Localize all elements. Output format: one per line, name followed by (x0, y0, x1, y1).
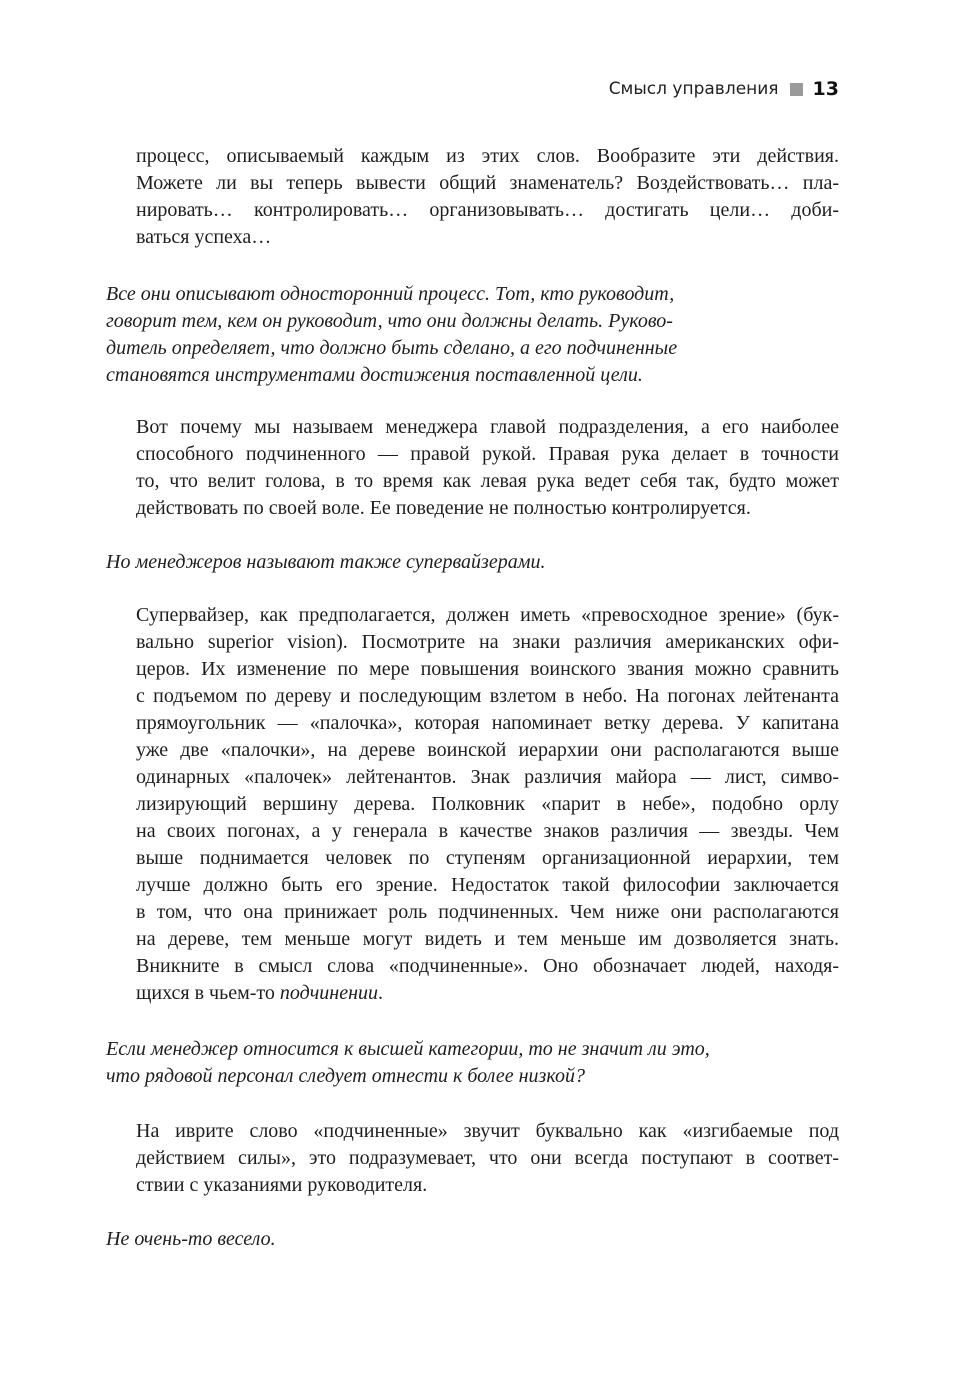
question-paragraph-1 (106, 281, 826, 389)
text-line: Все они описывают односторонний процесс. Тот, кто руководит, (106, 283, 675, 305)
text-line: становятся инструментами достижения поставленной цели. (106, 364, 643, 386)
text-line: с подъемом по дереву и последующим взлетом в небо. На погонах лейтенанта (136, 685, 839, 707)
answer-paragraph-2 (136, 414, 839, 522)
answer-paragraph-3 (136, 602, 839, 1007)
text-line: говорит тем, кем он руководит, что они должны делать. Руково- (106, 310, 673, 332)
text-line: ствии с указаниями руководителя. (136, 1174, 428, 1196)
question-paragraph-2 (106, 549, 826, 576)
text-line: лучше должно быть его зрение. Недостаток такой философии заключается (136, 874, 839, 896)
text-line: то, что велит голова, в то время как левая рука ведет себя так, будто может (136, 470, 839, 492)
running-header (609, 78, 839, 100)
text-line: церов. Их изменение по мере повышения воинского звания можно сравнить (136, 658, 839, 680)
text-line: прямоугольник — «палочка», которая напоминает ветку дерева. У капитана (136, 712, 839, 734)
text-line: лизирующий вершину дерева. Полковник «парит в небе», подобно орлу (136, 793, 839, 815)
text-line: Вникните в смысл слова «подчиненные». Оно обозначает людей, находя- (136, 955, 839, 977)
text-line: дитель определяет, что должно быть сделано, а его подчиненные (106, 337, 678, 359)
text-line: действовать по своей воле. Ее поведение не полностью контролируется. (136, 497, 751, 519)
text-line: вально superior vision). Посмотрите на знаки различия американских офи- (136, 631, 839, 653)
answer-paragraph-4 (136, 1118, 839, 1199)
text-line-last (136, 980, 839, 1007)
text-line: действием силы», это подразумевает, что они всегда поступают в соответ- (136, 1147, 839, 1169)
text-line: в том, что она принижает роль подчиненных. Чем ниже они располагаются (136, 901, 839, 923)
text-line: Можете ли вы теперь вывести общий знаменатель? Воздействовать… пла- (136, 172, 839, 194)
text-line: на своих погонах, а у генерала в качестве знаков различия — звезды. Чем (136, 820, 839, 842)
answer-paragraph-1 (136, 143, 839, 251)
text-line: что рядовой персонал следует отнести к более низкой? (106, 1065, 585, 1087)
emphasized-word: подчинении (279, 982, 379, 1004)
text-line: выше поднимается человек по ступеням организационной иерархии, тем (136, 847, 839, 869)
text-line: на дереве, тем меньше могут видеть и тем меньше им дозволяется знать. (136, 928, 839, 950)
text-line: нировать… контролировать… организовывать… достигать цели… доби- (136, 199, 839, 221)
question-paragraph-4 (106, 1226, 826, 1253)
text-line: Не очень-то весело. (106, 1228, 276, 1250)
text-line: Но менеджеров называют также супервайзерами. (106, 551, 546, 573)
text-line: способного подчиненного — правой рукой. Правая рука делает в точности (136, 443, 839, 465)
page-number: 13 (812, 78, 839, 100)
text-line: процесс, описываемый каждым из этих слов. Вообразите эти действия. (136, 145, 839, 167)
question-paragraph-3 (106, 1036, 826, 1090)
text-line: уже две «палочки», на дереве воинской иерархии они располагаются выше (136, 739, 839, 761)
text-fragment: щихся в чьем-то (136, 982, 280, 1004)
text-line: На иврите слово «подчиненные» звучит буквально как «изгибаемые под (136, 1120, 839, 1142)
separator-square-icon (790, 83, 803, 96)
text-fragment: . (378, 982, 384, 1004)
chapter-title: Смысл управления (608, 79, 779, 99)
text-line: ваться успеха… (136, 226, 272, 248)
text-line: Супервайзер, как предполагается, должен иметь «превосходное зрение» (бук- (136, 604, 839, 626)
text-line: одинарных «палочек» лейтенантов. Знак различия майора — лист, симво- (136, 766, 839, 788)
text-line: Вот почему мы называем менеджера главой подразделения, а его наиболее (136, 416, 839, 438)
text-line: Если менеджер относится к высшей категории, то не значит ли это, (106, 1038, 710, 1060)
